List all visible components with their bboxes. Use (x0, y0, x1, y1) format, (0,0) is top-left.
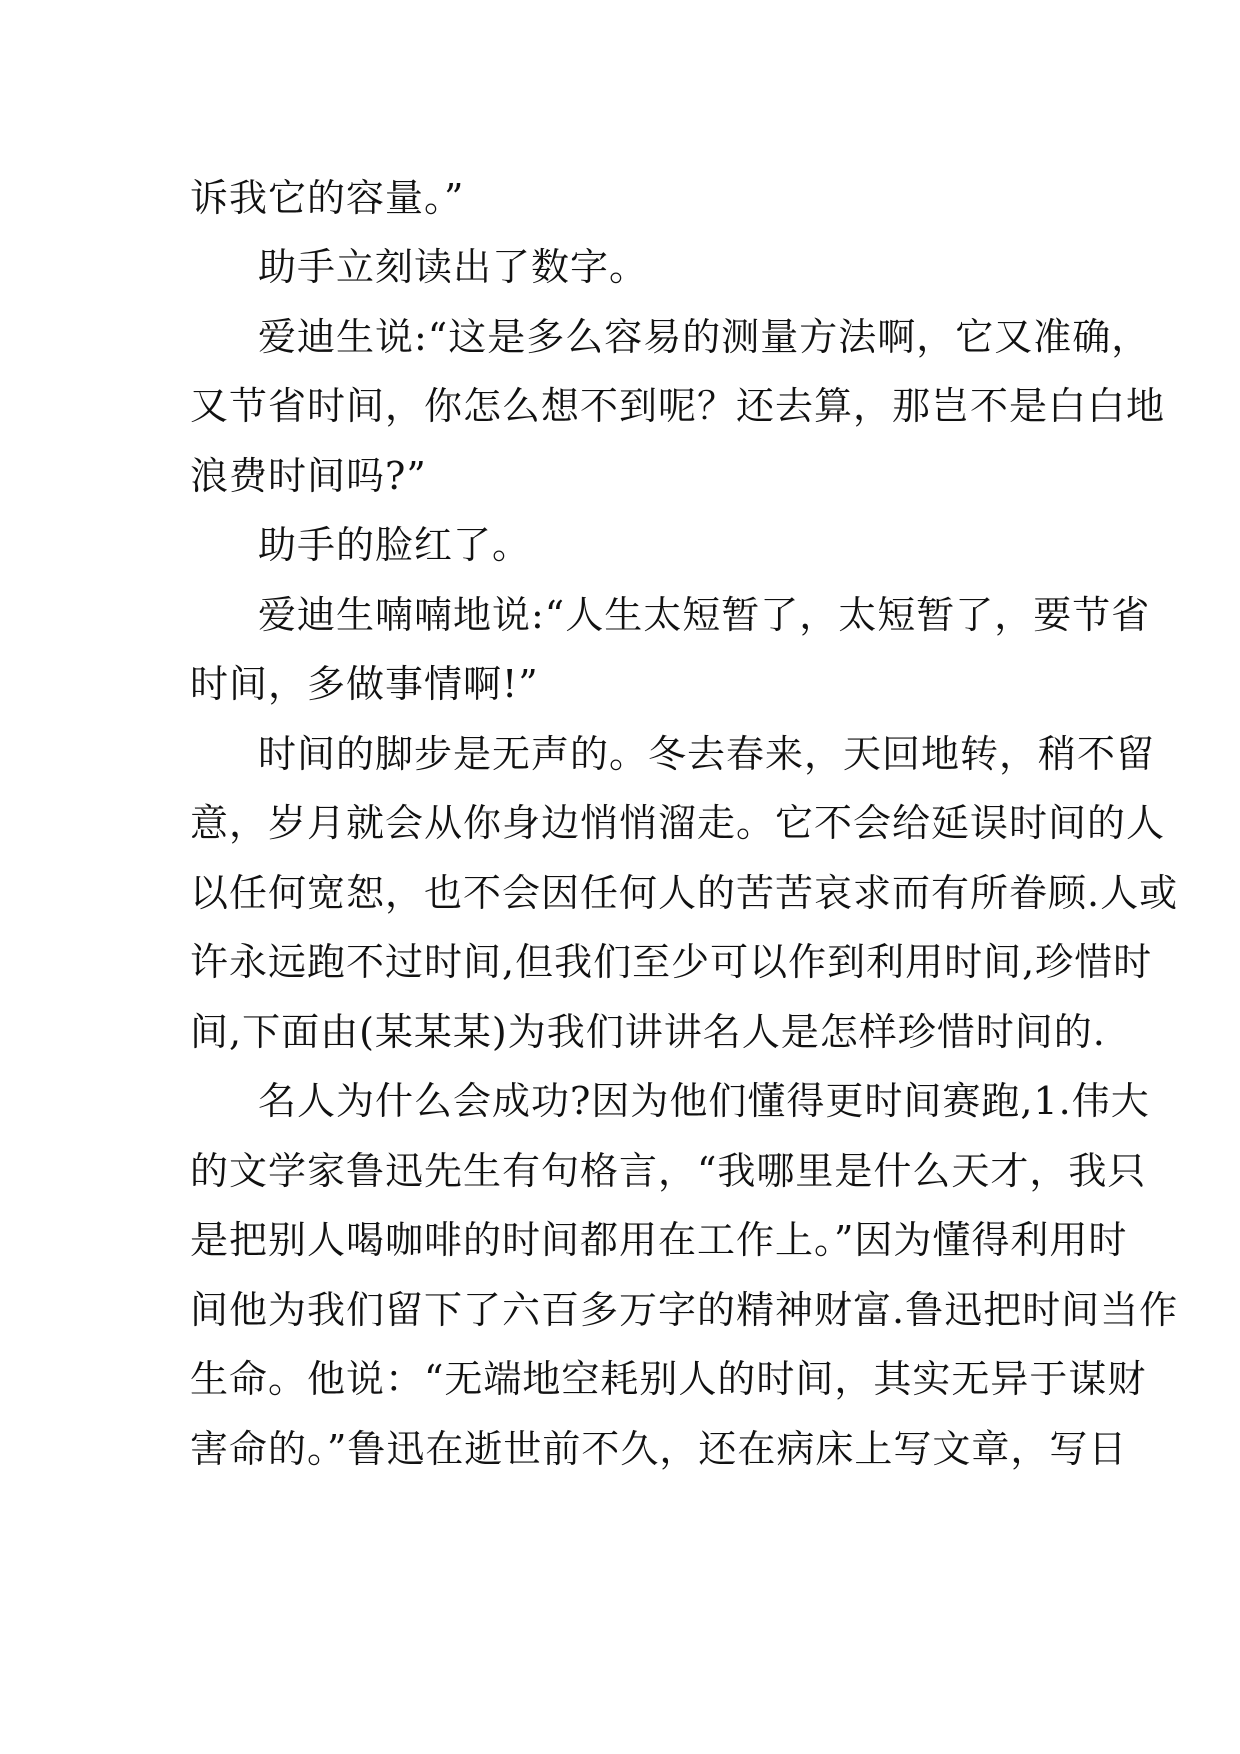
text-line: 意，岁月就会从你身边悄悄溜走。它不会给延误时间的人 (190, 801, 1166, 845)
text-line: 时间的脚步是无声的。冬去春来，天回地转，稍不留 (258, 732, 1156, 776)
text-line: 间他为我们留下了六百多万字的精神财富.鲁迅把时间当作 (190, 1288, 1179, 1332)
text-line: 浪费时间吗?” (190, 454, 427, 498)
text-line: 爱迪生喃喃地说:“人生太短暂了，太短暂了，要节省 (258, 593, 1151, 637)
text-line: 许永远跑不过时间,但我们至少可以作到利用时间,珍惜时 (190, 940, 1153, 984)
text-line: 名人为什么会成功?因为他们懂得更时间赛跑,1.伟大 (258, 1079, 1150, 1123)
text-line: 助手立刻读出了数字。 (258, 245, 649, 289)
text-line: 又节省时间，你怎么想不到呢？还去算，那岂不是白白地 (190, 384, 1166, 428)
text-line: 是把别人喝咖啡的时间都用在工作上。”因为懂得利用时 (190, 1218, 1128, 1262)
text-line: 生命。他说：“无端地空耗别人的时间，其实无异于谋财 (190, 1357, 1147, 1401)
text-line: 以任何宽恕，也不会因任何人的苦苦哀求而有所眷顾.人或 (190, 871, 1179, 915)
text-line: 助手的脸红了。 (258, 523, 532, 567)
text-line: 害命的。”鲁迅在逝世前不久，还在病床上写文章，写日 (190, 1427, 1128, 1471)
text-line: 诉我它的容量。” (190, 176, 465, 220)
text-line: 爱迪生说:“这是多么容易的测量方法啊，它又准确， (258, 315, 1151, 359)
text-line: 时间，多做事情啊!” (190, 662, 539, 706)
text-line: 的文学家鲁迅先生有句格言，“我哪里是什么天才，我只 (190, 1149, 1147, 1193)
text-line: 间,下面由(某某某)为我们讲讲名人是怎样珍惜时间的. (190, 1010, 1106, 1054)
